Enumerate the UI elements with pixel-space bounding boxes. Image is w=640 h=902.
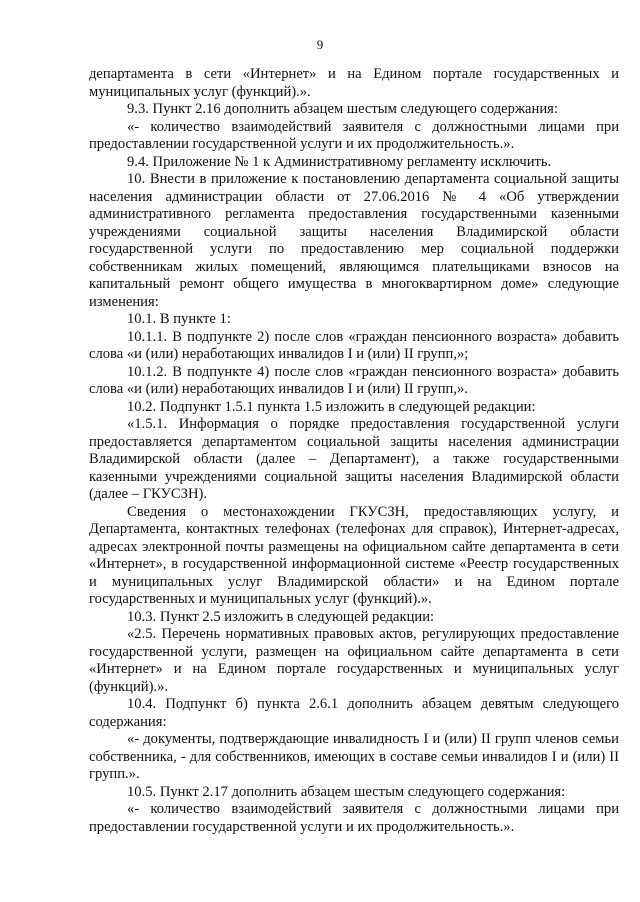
paragraph: «2.5. Перечень нормативных правовых актов, регулирующих предоставление государственной услуги, размещен на официальном сайте департамента в сети «Интернет» и на Едином портале государственных и муниципальных услуг (функций).». bbox=[89, 626, 619, 695]
paragraph: 10.3. Пункт 2.5 изложить в следующей редакции: bbox=[127, 608, 435, 625]
paragraph: «1.5.1. Информация о порядке предоставления государственной услуги предоставляется департаментом социальной защиты населения администрации Владимирской области (далее – Департамент), а также государственными казенными учреждениями социальной защиты населения Владимирской области (далее – ГКУСЗН). bbox=[89, 416, 619, 502]
paragraph: 10.1.1. В подпункте 2) после слов «граждан пенсионного возраста» добавить слова «и (или) неработающих инвалидов I и (или) II групп,»; bbox=[89, 328, 619, 362]
document-body bbox=[89, 66, 619, 836]
paragraph: 10.4. Подпункт б) пункта 2.6.1 дополнить абзацем девятым следующего содержания: bbox=[89, 696, 619, 730]
page-number: 9 bbox=[316, 37, 324, 52]
paragraph: 10.1. В пункте 1: bbox=[127, 311, 231, 327]
paragraph: 10. Внести в приложение к постановлению департамента социальной защиты населения администрации области от 27.06.2016 № 4 «Об утверждении административного регламента предоставления государственными казенными учреждениями социальной защиты населения Владимирской области государственной услуги по предоставлению мер социальной поддержки собственникам жилых помещений, являющимся плательщиками взносов на капитальный ремонт общего имущества в многоквартирном доме» следующие изменения: bbox=[89, 171, 619, 310]
paragraph: 9.3. Пункт 2.16 дополнить абзацем шестым следующего содержания: bbox=[127, 101, 558, 117]
paragraph: департамента в сети «Интернет» и на Едином портале государственных и муниципальных услуг (функций).». bbox=[89, 66, 619, 100]
paragraph: «- документы, подтверждающие инвалидность I и (или) II групп членов семьи собственника, - для собственников, имеющих в составе семьи инвалидов I и (или) II групп.». bbox=[89, 731, 619, 782]
paragraph: 9.4. Приложение № 1 к Административному регламенту исключить. bbox=[127, 153, 552, 170]
paragraph: 10.5. Пункт 2.17 дополнить абзацем шестым следующего содержания: bbox=[127, 783, 566, 800]
paragraph: Сведения о местонахождении ГКУСЗН, предоставляющих услугу, и Департамента, контактных телефонах (телефонах для справок), Интернет-адресах, адресах электронной почты размещены на официальном сайте департамента в сети «Интернет», в государственной информационной системе «Реестр государственных и муниципальных услуг Владимирской области» и на Едином портале государственных и муниципальных услуг (функций).». bbox=[89, 503, 619, 607]
paragraph: 10.2. Подпункт 1.5.1 пункта 1.5 изложить в следующей редакции: bbox=[127, 398, 536, 415]
paragraph: «- количество взаимодействий заявителя с должностными лицами при предоставлении государственной услуги и их продолжительность.». bbox=[89, 118, 619, 152]
paragraph: 10.1.2. В подпункте 4) после слов «граждан пенсионного возраста» добавить слова «и (или) неработающих инвалидов I и (или) II групп,». bbox=[89, 363, 619, 397]
paragraph: «- количество взаимодействий заявителя с должностными лицами при предоставлении государственной услуги и их продолжительность.». bbox=[89, 801, 619, 835]
